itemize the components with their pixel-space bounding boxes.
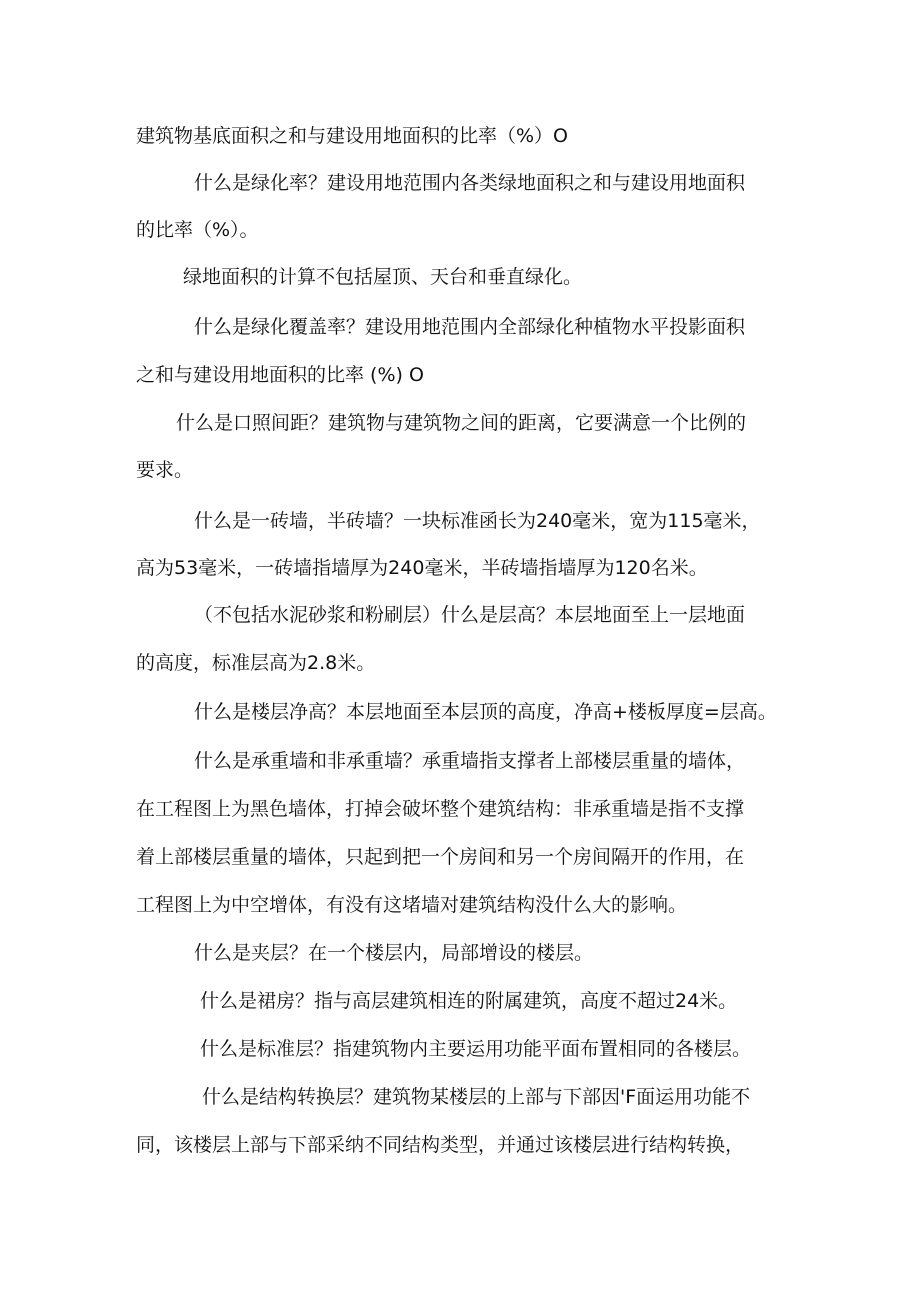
text-line: 高为53毫米，一砖墙指墙厚为240毫米，半砖墙指墙厚为120名米。 xyxy=(136,557,708,579)
text-line: 同，该楼层上部与下部采纳不同结构类型，并通过该楼层进行结构转换， xyxy=(136,1134,745,1156)
text-line: 什么是口照间距？建筑物与建筑物之间的距离，它要满意一个比例的 xyxy=(176,412,747,434)
text-line: 什么是一砖墙，半砖墙？一块标准函长为240毫米，宽为115毫米， xyxy=(194,510,761,532)
text-line: 绿地面积的计算不包括屋顶、天台和垂直绿化。 xyxy=(183,266,583,288)
text-line: 什么是承重墙和非承重墙？承重墙指支撑者上部楼层重量的墙体， xyxy=(194,750,746,772)
text-line: 的比率（%）。 xyxy=(136,219,259,241)
text-line: （不包括水泥砂浆和粉刷层）什么是层高？本层地面至上一层地面 xyxy=(194,604,746,626)
text-line: 之和与建设用地面积的比率 (%) O xyxy=(136,364,424,386)
text-line: 着上部楼层重量的墙体，只起到把一个房间和另一个房间隔开的作用，在 xyxy=(136,846,745,868)
text-line: 要求。 xyxy=(136,459,194,481)
text-line: 什么是标准层？指建筑物内主要运用功能平面布置相同的各楼层。 xyxy=(200,1038,752,1060)
text-line: 工程图上为中空增体，有没有这堵墙对建筑结构没什么大的影响。 xyxy=(136,894,688,916)
text-line: 什么是绿化覆盖率？建设用地范围内全部绿化种植物水平投影面积 xyxy=(194,316,746,338)
text-line: 建筑物基底面积之和与建设用地面积的比率（%）O xyxy=(136,125,569,147)
text-line: 什么是楼层净高？本层地面至本层顶的高度，净高+楼板厚度=层高。 xyxy=(194,701,777,723)
text-line: 在工程图上为黑色墙体，打掉会破坏整个建筑结构：非承重墙是指不支撑 xyxy=(136,798,745,820)
text-line: 的高度，标准层高为2.8米。 xyxy=(136,652,376,674)
text-line: 什么是夹层？在一个楼层内，局部增设的楼层。 xyxy=(194,942,594,964)
text-line: 什么是裙房？指与高层建筑相连的附属建筑，高度不超过24米。 xyxy=(200,990,738,1012)
text-line: 什么是结构转换层？建筑物某楼层的上部与下部因'F面运用功能不 xyxy=(202,1086,751,1108)
text-line: 什么是绿化率？建设用地范围内各类绿地面积之和与建设用地面积 xyxy=(194,172,746,194)
